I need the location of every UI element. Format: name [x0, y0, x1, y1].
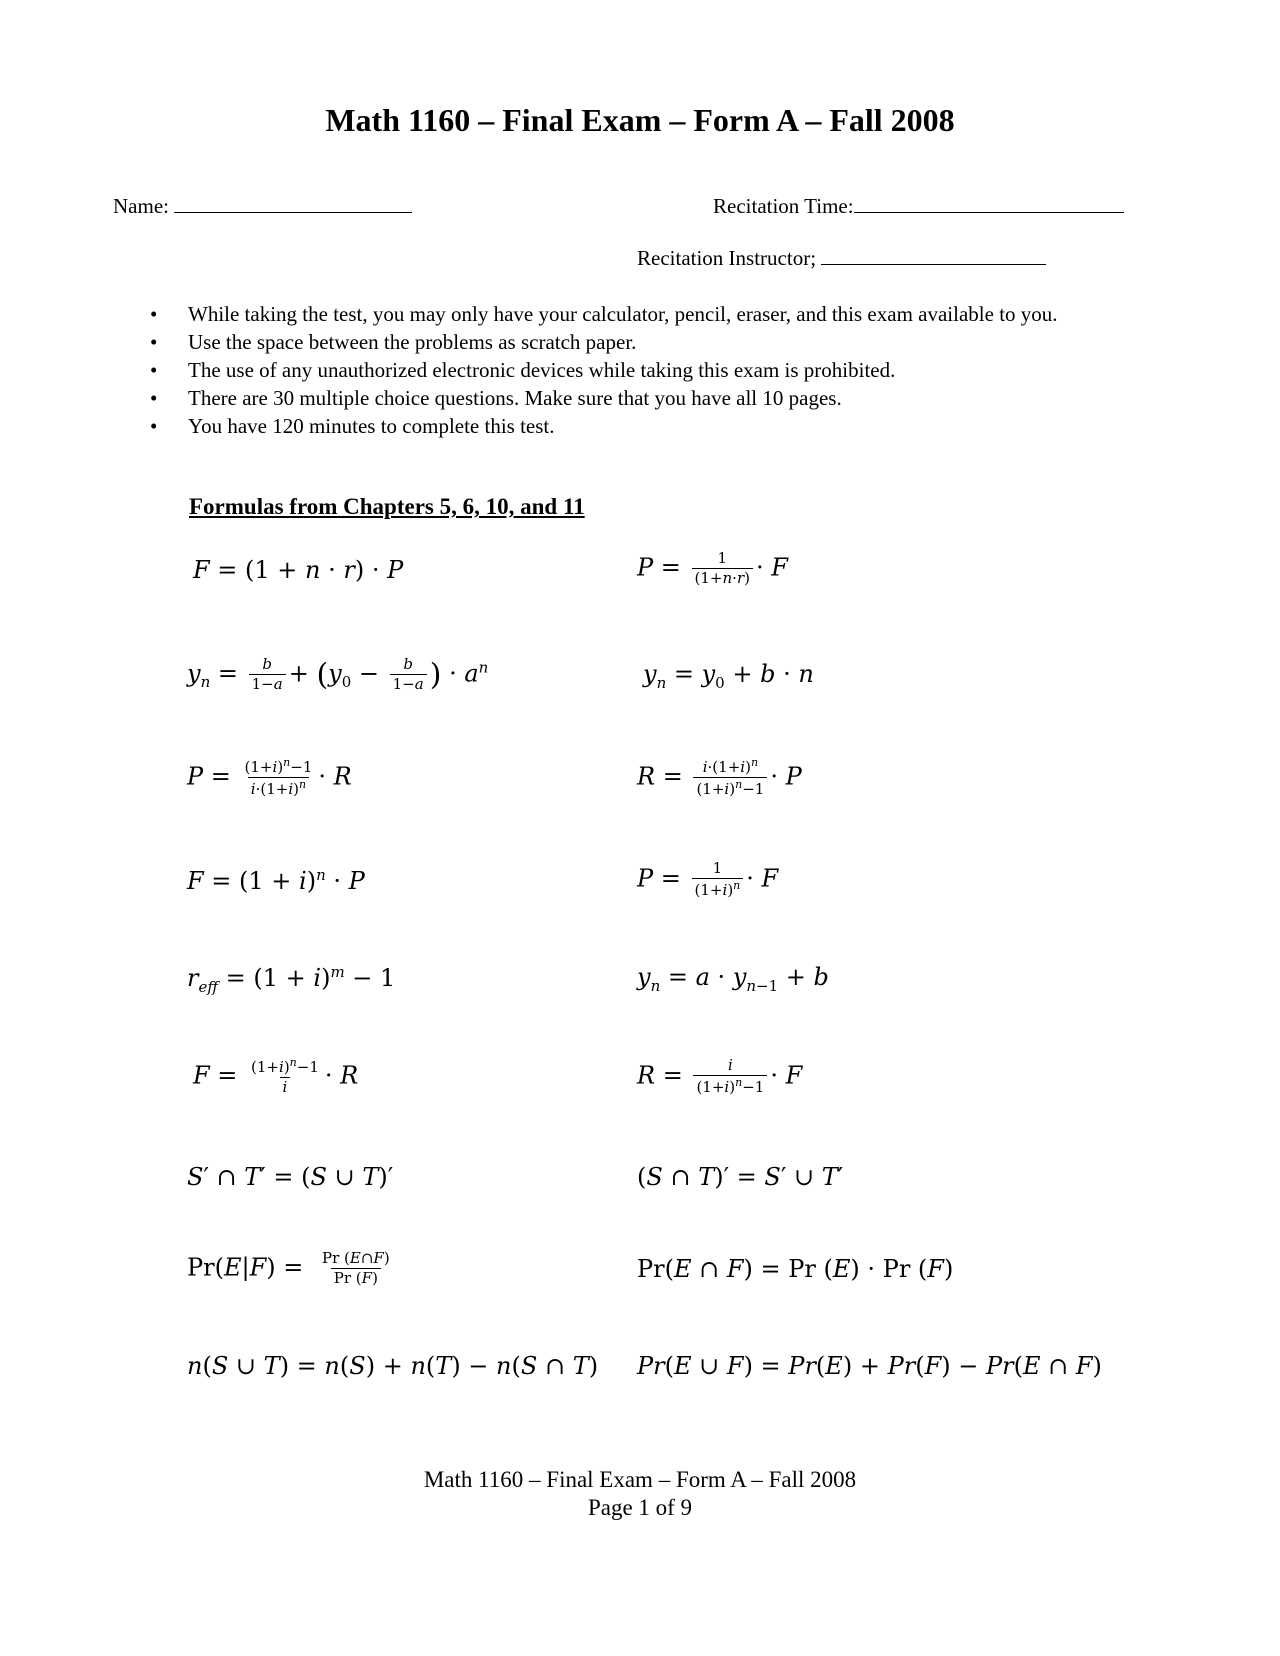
formula-compound-present: P = $\frac{1}{(1+i)^n}$ · F: [637, 859, 779, 900]
instructions-list: [140, 300, 1058, 440]
formula-inclusion-exclusion: n(S ∪ T) = n(S) + n(T) − n(S ∩ T): [187, 1352, 599, 1380]
recitation-time-label: Recitation Time:: [713, 194, 854, 218]
instruction-item: • Use the space between the problems as scratch paper.: [140, 328, 1058, 356]
formula-difference-eq: $y_n = a \cdot y_{n-1} + b$: [637, 963, 829, 995]
recitation-instructor-blank: [821, 246, 1046, 265]
formula-effective-rate: $r_{eff} = (1 + i)^m - 1$: [187, 963, 396, 996]
instruction-item: • There are 30 multiple choice questions. Make sure that you have all 10 pages.: [140, 384, 1058, 412]
name-label: Name:: [113, 194, 169, 218]
formula-annuity-present-value: P = $\frac{(1+i)^n-1}{i\cdot(1+i)^n}$ · R: [187, 756, 352, 799]
instruction-item: • The use of any unauthorized electronic devices while taking this exam is prohibited.: [140, 356, 1058, 384]
formula-addition-rule: Pr(E ∪ F) = Pr(E) + Pr(F) − Pr(E ∩ F): [637, 1352, 1102, 1380]
formulas-heading: Formulas from Chapters 5, 6, 10, and 11: [189, 494, 585, 519]
formula-arithmetic-growth: $y_n = y_0 + b \cdot n$: [643, 660, 814, 692]
formula-difference-eq-solution: $y_n$ = $\frac{b}{1-a}$ + ($y_0$ − $\frac{b}{1-a}$ ) · $a^n$: [187, 655, 489, 694]
formula-simple-interest-future: F = (1 + n · r) · P: [193, 556, 404, 584]
formula-de-morgan-2: (S ∩ T)′ = S′ ∪ T′: [637, 1163, 844, 1191]
formula-annuity-future-value: F = $\frac{(1+i)^n-1}{i}$ · R: [193, 1056, 359, 1097]
formula-simple-interest-present: P = $\frac{1}{(1+n\cdot r)}$ · F: [637, 549, 788, 588]
name-field: [113, 194, 412, 219]
formula-independent-events: Pr(E ∩ F) = Pr (E) · Pr (F): [637, 1255, 954, 1283]
formula-amortization-payment: R = $\frac{i\cdot(1+i)^n}{(1+i)^n-1}$ · P: [637, 756, 802, 799]
formula-conditional-probability: Pr(E|F) = $\frac{Pr (E\cap F)}{Pr (F)}$: [187, 1249, 390, 1288]
name-blank: [174, 194, 412, 213]
recitation-time-field: [713, 194, 1124, 219]
formula-de-morgan-1: S′ ∩ T′ = (S ∪ T)′: [187, 1163, 394, 1191]
formula-compound-future: $F = (1 + i)^n \cdot P$: [187, 866, 365, 895]
formula-sinking-fund-payment: R = $\frac{i}{(1+i)^n-1}$ · F: [637, 1056, 803, 1097]
page-footer: [0, 1466, 1280, 1522]
instruction-item: • While taking the test, you may only have your calculator, pencil, eraser, and this exam available to you.: [140, 300, 1058, 328]
footer-title: Math 1160 – Final Exam – Form A – Fall 2008: [423, 1467, 857, 1492]
recitation-time-blank: [854, 194, 1124, 213]
recitation-instructor-label: Recitation Instructor;: [637, 246, 817, 270]
page-number: Page 1 of 9: [587, 1495, 693, 1520]
instruction-item: • You have 120 minutes to complete this test.: [140, 412, 1058, 440]
page-title: Math 1160 – Final Exam – Form A – Fall 2008: [325, 102, 955, 138]
recitation-instructor-field: [637, 246, 1046, 271]
